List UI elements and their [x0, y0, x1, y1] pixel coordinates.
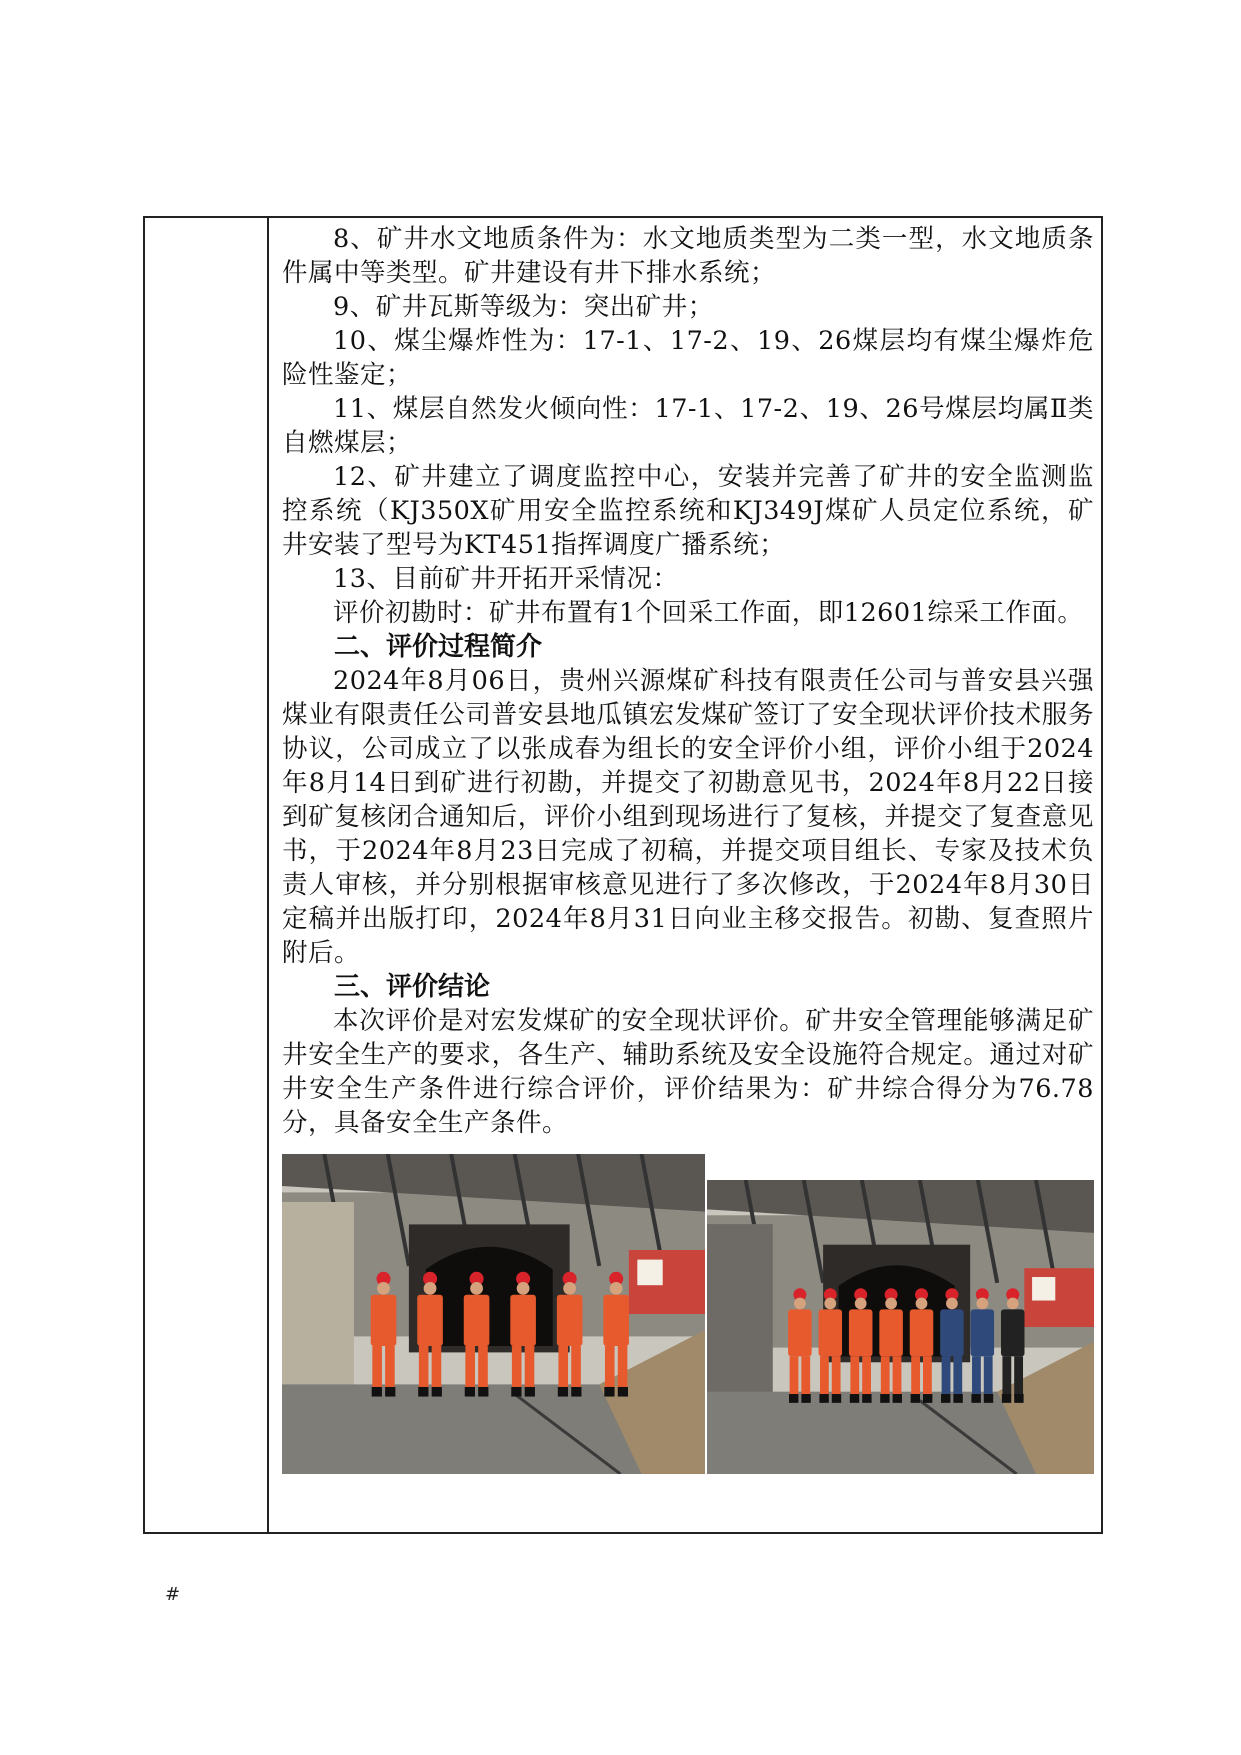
photo-row	[282, 1154, 1094, 1474]
section-2-text: 2024年8月06日，贵州兴源煤矿科技有限责任公司与普安县兴强煤业有限责任公司普安县地瓜镇宏发煤矿签订了安全现状评价技术服务协议，公司成立了以张成春为组长的安全评价小组，评价小组于2024年8月14日到矿进行初勘，并提交了初勘意见书，2024年8月22日接到矿复核闭合通知后，评价小组到现场进行了复核，并提交了复查意见书，于2024年8月23日完成了初稿，并提交项目组长、专家及技术负责人审核，并分别根据审核意见进行了多次修改，于2024年8月30日定稿并出版打印，2024年8月31日向业主移交报告。初勘、复查照片附后。	[282, 666, 1094, 968]
footer-mark: #	[165, 1584, 181, 1605]
section-2-heading: 二、评价过程简介	[334, 632, 543, 662]
item-11: 11、煤层自然发火倾向性：17-1、17-2、19、26号煤层均属Ⅱ类自燃煤层；	[282, 394, 1094, 458]
item-13-detail: 评价初勘时：矿井布置有1个回采工作面，即12601综采工作面。	[333, 598, 1084, 628]
item-10: 10、煤尘爆炸性为：17-1、17-2、19、26煤层均有煤尘爆炸危险性鉴定；	[282, 326, 1094, 390]
item-9: 9、矿井瓦斯等级为：突出矿井；	[333, 292, 714, 322]
section-3-text: 本次评价是对宏发煤矿的安全现状评价。矿井安全管理能够满足矿井安全生产的要求，各生产、辅助系统及安全设施符合规定。通过对矿井安全生产条件进行综合评价，评价结果为：矿井综合得分为76.78分，具备安全生产条件。	[282, 1006, 1094, 1138]
item-12: 12、矿井建立了调度监控中心，安装并完善了矿井的安全监测监控系统（KJ350X矿用安全监控系统和KJ349J煤矿人员定位系统，矿井安装了型号为KT451指挥调度广播系统；	[282, 462, 1094, 560]
side-wall	[707, 1224, 773, 1406]
inspection-photo-right	[707, 1180, 1094, 1474]
section-3-heading: 三、评价结论	[334, 972, 491, 1002]
window	[1032, 1277, 1055, 1301]
item-8: 8、矿井水文地质条件为：水文地质类型为二类一型，水文地质条件属中等类型。矿井建设有井下排水系统；	[282, 224, 1094, 288]
form-table	[143, 216, 1103, 1534]
inspection-photo-left	[282, 1154, 705, 1474]
side-wall	[282, 1202, 354, 1400]
label-column	[145, 218, 269, 1532]
content-cell	[282, 222, 1094, 1140]
item-13: 13、目前矿井开拓开采情况：	[333, 564, 679, 594]
window	[637, 1260, 662, 1286]
